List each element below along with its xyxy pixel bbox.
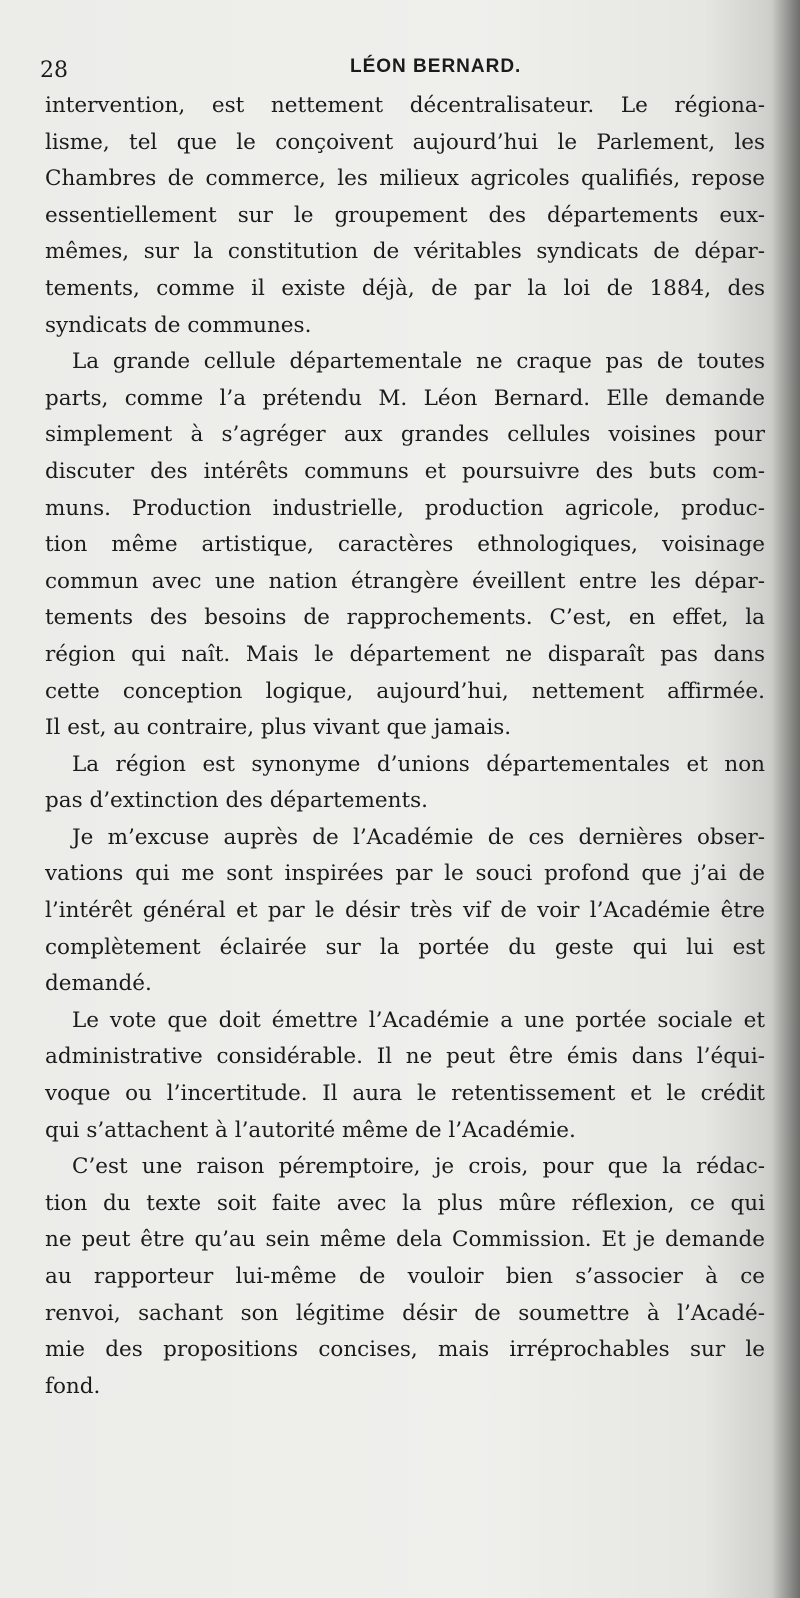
text-line: tion du texte soit faite avec la plus mûre réflexion, ce qui [45, 1190, 765, 1216]
text-line: discuter des intérêts communs et poursuivre des buts com- [45, 458, 765, 484]
text-line: tements des besoins de rapprochements. C’est, en effet, la [45, 605, 765, 631]
text-line: mêmes, sur la constitution de véritables syndicats de dépar- [45, 239, 765, 265]
text-line: ne peut être qu’au sein même dela Commission. Et je demande [45, 1227, 765, 1253]
text-line: lisme, tel que le conçoivent aujourd’hui le Parlement, les [45, 129, 765, 155]
text-line: vations qui me sont inspirées par le souci profond que j’ai de [45, 861, 765, 887]
page-number: 28 [40, 58, 68, 83]
text-line: demandé. [45, 971, 152, 997]
text-line: Le vote que doit émettre l’Académie a une portée sociale et [72, 1007, 765, 1033]
body-text [45, 88, 765, 1405]
text-line: Il est, au contraire, plus vivant que jamais. [45, 715, 512, 741]
page-header [40, 50, 770, 90]
text-line: commun avec une nation étrangère éveillent entre les dépar- [45, 568, 765, 594]
text-line: qui s’attachent à l’autorité même de l’Académie. [45, 1117, 576, 1143]
text-line: intervention, est nettement décentralisateur. Le régiona- [45, 93, 765, 118]
text-line: La grande cellule départementale ne craque pas de toutes [72, 349, 765, 375]
text-line: Je m’excuse auprès de l’Académie de ces dernières obser- [72, 824, 765, 850]
running-head: LÉON BERNARD. [350, 56, 522, 77]
text-line: simplement à s’agréger aux grandes cellules voisines pour [45, 422, 765, 448]
text-line: Chambres de commerce, les milieux agricoles qualifiés, repose [45, 166, 765, 192]
text-line: renvoi, sachant son légitime désir de soumettre à l’Acadé- [45, 1300, 765, 1326]
text-line: pas d’extinction des départements. [45, 788, 428, 814]
text-line: La région est synonyme d’unions départementales et non [72, 751, 765, 777]
text-line: C’est une raison péremptoire, je crois, pour que la rédac- [72, 1154, 765, 1180]
text-line: l’intérêt général et par le désir très vif de voir l’Académie être [45, 898, 765, 924]
text-line: syndicats de communes. [45, 312, 312, 338]
text-line: cette conception logique, aujourd’hui, nettement affirmée. [45, 678, 765, 704]
text-line: mie des propositions concises, mais irréprochables sur le [45, 1337, 765, 1363]
page-spine-shadow [772, 0, 800, 1598]
text-line: au rapporteur lui-même de vouloir bien s’associer à ce [45, 1264, 765, 1289]
text-line: muns. Production industrielle, production agricole, produc- [45, 495, 765, 521]
text-line: administrative considérable. Il ne peut être émis dans l’équi- [45, 1044, 765, 1070]
text-line: région qui naît. Mais le département ne disparaît pas dans [45, 641, 765, 667]
text-line: tion même artistique, caractères ethnologiques, voisinage [45, 532, 765, 558]
text-line: essentiellement sur le groupement des départements eux- [45, 202, 765, 228]
text-line: parts, comme l’a prétendu M. Léon Bernard. Elle demande [45, 385, 765, 411]
text-line: voque ou l’incertitude. Il aura le retentissement et le crédit [45, 1081, 765, 1107]
text-line: complètement éclairée sur la portée du geste qui lui est [45, 934, 765, 960]
text-line: fond. [45, 1373, 101, 1399]
text-line: tements, comme il existe déjà, de par la loi de 1884, des [45, 275, 765, 301]
